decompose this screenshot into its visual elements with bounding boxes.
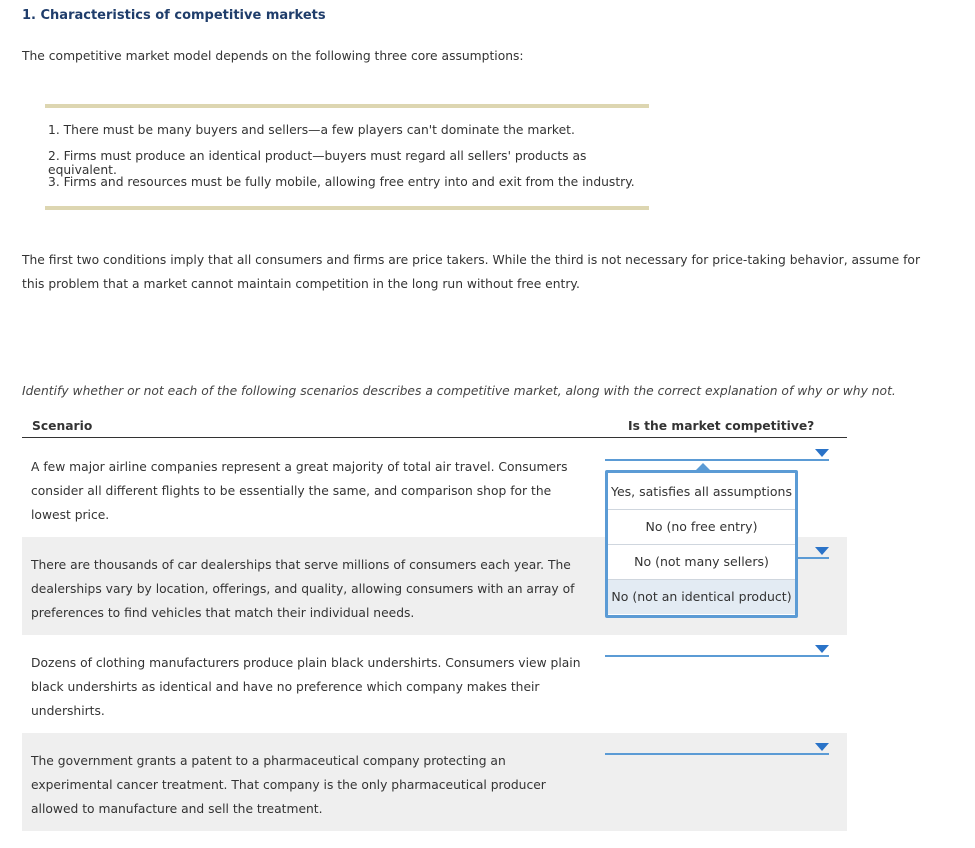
competitive-dropdown-1[interactable] bbox=[605, 445, 829, 461]
option-yes-all-assumptions[interactable]: Yes, satisfies all assumptions bbox=[608, 475, 795, 510]
option-not-identical-product[interactable]: No (not an identical product) bbox=[608, 580, 795, 614]
menu-caret-icon bbox=[695, 463, 711, 471]
assumption-3: 3. Firms and resources must be fully mobile, allowing free entry into and exit from the industry. bbox=[48, 175, 635, 189]
column-header-scenario: Scenario bbox=[32, 419, 93, 433]
competitive-dropdown-3[interactable] bbox=[605, 641, 829, 657]
scenario-text: A few major airline companies represent a great majority of total air travel. Consumers consider all different flights to be essentially the same, and comparison shop for the lowest price. bbox=[31, 460, 568, 522]
page-title: 1. Characteristics of competitive markets bbox=[22, 8, 326, 23]
dropdown-arrow-icon bbox=[815, 743, 829, 751]
explanation-paragraph: The first two conditions imply that all consumers and firms are price takers. While the third is not necessary for price-taking behavior, assume for this problem that a market cannot maintain competition in the long run without free entry. bbox=[22, 253, 921, 291]
scenario-text: The government grants a patent to a pharmaceutical company protecting an experimental cancer treatment. That company is the only pharmaceutical producer allowed to manufacture and sell the treatment. bbox=[31, 754, 546, 816]
option-no-free-entry[interactable]: No (no free entry) bbox=[608, 510, 795, 545]
assumptions-box bbox=[45, 104, 649, 210]
instruction-text: Identify whether or not each of the following scenarios describes a competitive market, along with the correct explanation of why or why not. bbox=[22, 384, 896, 398]
header-divider bbox=[22, 437, 847, 438]
dropdown-arrow-icon bbox=[815, 547, 829, 555]
dropdown-arrow-icon bbox=[815, 449, 829, 457]
column-header-competitive: Is the market competitive? bbox=[628, 419, 815, 433]
scenario-text: Dozens of clothing manufacturers produce plain black undershirts. Consumers view plain black undershirts as identical and have no preference which company makes their undershirts. bbox=[31, 656, 581, 718]
scenario-text: There are thousands of car dealerships that serve millions of consumers each year. The dealerships vary by location, offerings, and quality, allowing consumers with an array of preferences to find vehicles that match their individual needs. bbox=[31, 558, 575, 620]
competitive-dropdown-4[interactable] bbox=[605, 739, 829, 755]
dropdown-menu bbox=[605, 470, 798, 618]
intro-text: The competitive market model depends on the following three core assumptions: bbox=[22, 49, 524, 63]
option-not-many-sellers[interactable]: No (not many sellers) bbox=[608, 545, 795, 580]
dropdown-arrow-icon bbox=[815, 645, 829, 653]
assumption-1: 1. There must be many buyers and sellers—a few players can't dominate the market. bbox=[48, 123, 575, 137]
assumption-2: 2. Firms must produce an identical product—buyers must regard all sellers' products as equivalent. bbox=[48, 149, 587, 177]
